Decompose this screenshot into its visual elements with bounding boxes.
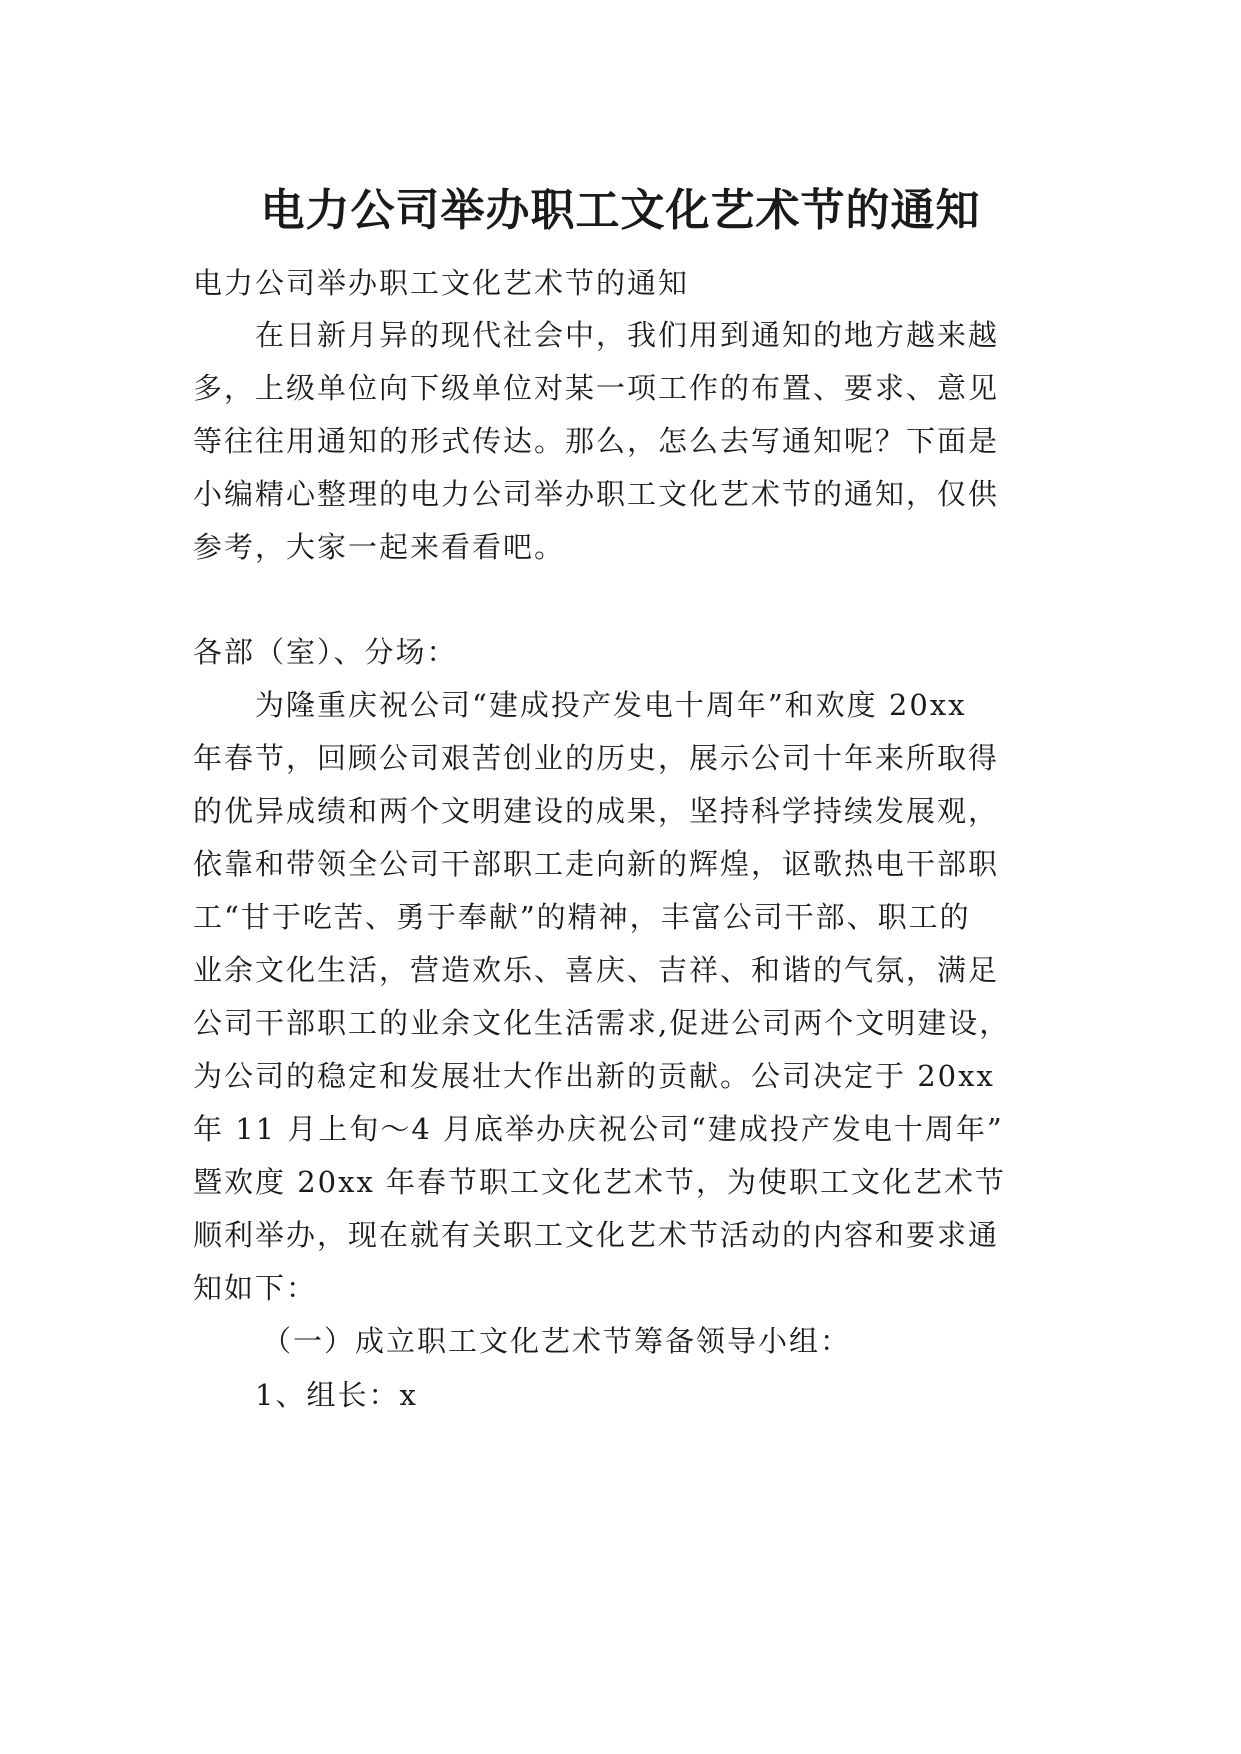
body-line: 公司干部职工的业余文化生活需求,促进公司两个文明建设， — [193, 1006, 1011, 1040]
intro-line: 参考，大家一起来看看吧。 — [193, 530, 566, 564]
body-line: 年春节，回顾公司艰苦创业的历史，展示公司十年来所取得 — [193, 741, 1000, 775]
body-line: 业余文化生活，营造欢乐、喜庆、吉祥、和谐的气氛，满足 — [193, 953, 1000, 987]
body-line: 知如下： — [193, 1271, 318, 1305]
body-line: 依靠和带领全公司干部职工走向新的辉煌，讴歌热电干部职 — [193, 847, 1000, 881]
intro-line: 在日新月异的现代社会中，我们用到通知的地方越来越 — [255, 318, 1000, 352]
body-line: 工“甘于吃苦、勇于奉献”的精神，丰富公司干部、职工的 — [193, 900, 971, 934]
document-subtitle: 电力公司举办职工文化艺术节的通知 — [193, 266, 690, 300]
body-line: 暨欢度 20xx 年春节职工文化艺术节，为使职工文化艺术节 — [193, 1165, 1007, 1199]
document-title: 电力公司举办职工文化艺术节的通知 — [260, 185, 981, 237]
intro-line: 小编精心整理的电力公司举办职工文化艺术节的通知，仅供 — [193, 477, 1000, 511]
list-item: 1、组长：x — [255, 1378, 418, 1412]
body-line: 年 11 月上旬～4 月底举办庆祝公司“建成投产发电十周年” — [193, 1112, 1004, 1146]
body-line: 的优异成绩和两个文明建设的成果，坚持科学持续发展观， — [193, 794, 1000, 828]
salutation: 各部（室）、分场： — [193, 635, 458, 669]
section-heading: （一）成立职工文化艺术节筹备领导小组： — [262, 1324, 852, 1358]
body-line: 顺利举办，现在就有关职工文化艺术节活动的内容和要求通 — [193, 1218, 1000, 1252]
body-line: 为公司的稳定和发展壮大作出新的贡献。公司决定于 20xx — [193, 1059, 995, 1093]
body-line: 为隆重庆祝公司“建成投产发电十周年”和欢度 20xx — [255, 688, 967, 722]
intro-line: 等往往用通知的形式传达。那么，怎么去写通知呢？下面是 — [193, 424, 1000, 458]
intro-line: 多，上级单位向下级单位对某一项工作的布置、要求、意见 — [193, 371, 1000, 405]
